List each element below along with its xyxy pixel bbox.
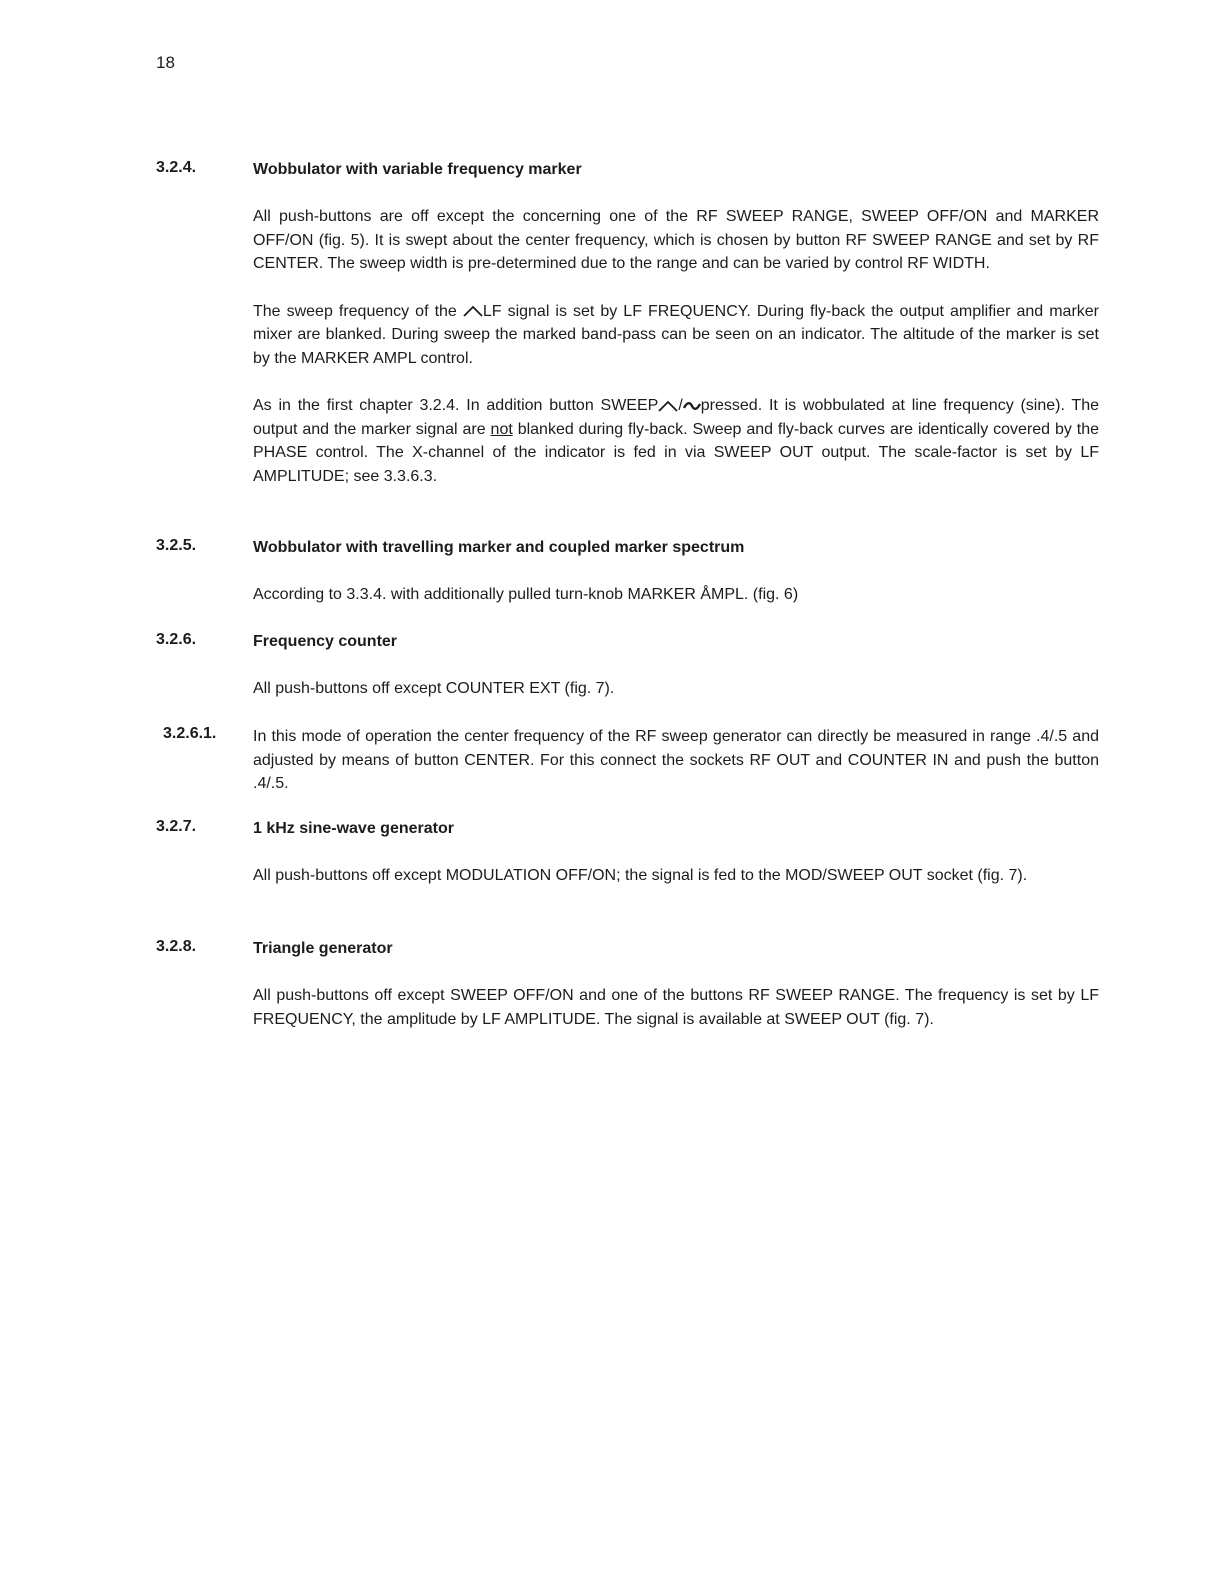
- section-number: 3.2.8.: [156, 938, 197, 955]
- section-title: Wobbulator with travelling marker and coupled marker spectrum: [253, 539, 745, 556]
- section-3-2-7: [156, 818, 1099, 912]
- paragraph: All push-buttons off except COUNTER EXT (fig. 7).: [253, 680, 615, 697]
- section-3-2-5: [156, 537, 1099, 631]
- triangle-wave-icon: [658, 400, 678, 412]
- sine-wave-icon: [683, 401, 701, 411]
- triangle-wave-icon: [463, 305, 483, 317]
- paragraph: According to 3.3.4. with additionally pulled turn-knob MARKER ÅMPL. (fig. 6): [253, 586, 799, 603]
- emphasis-not: not: [490, 420, 513, 438]
- section-3-2-6: [156, 631, 1099, 725]
- section-3-2-4: [156, 159, 1099, 512]
- page-number: 18: [156, 53, 175, 72]
- paragraph: All push-buttons are off except the concerning one of the RF SWEEP RANGE, SWEEP OFF/ON and MARKER OFF/ON (fig. 5). It is swept about the center frequency, which is chosen by button RF SWEEP RANGE and set by RF CENTER. The sweep width is pre-determined due to the range and can be varied by control RF WIDTH.: [253, 208, 1099, 272]
- section-title: Wobbulator with variable frequency marker: [253, 161, 582, 178]
- section-title: Triangle generator: [253, 940, 393, 957]
- paragraph: In this mode of operation the center frequency of the RF sweep generator can directly be measured in range .4/.5 and adjusted by means of button CENTER. For this connect the sockets RF OUT and COUNTER IN and push the button .4/.5.: [253, 728, 1099, 792]
- section-number: 3.2.7.: [156, 818, 197, 835]
- paragraph: All push-buttons off except MODULATION OFF/ON; the signal is fed to the MOD/SWEEP OUT socket (fig. 7).: [253, 867, 1028, 884]
- section-3-2-6-1: [156, 725, 1099, 820]
- paragraph: The sweep frequency of the LF signal is set by LF FREQUENCY. During fly-back the output amplifier and marker mixer are blanked. During sweep the marked band-pass can be seen on an indicator. The altitude of the marker is set by the MARKER AMPL control.: [253, 302, 1100, 367]
- section-title: 1 kHz sine-wave generator: [253, 820, 454, 837]
- section-title: Frequency counter: [253, 633, 398, 650]
- section-3-2-8: [156, 938, 1099, 1055]
- paragraph: All push-buttons off except SWEEP OFF/ON and one of the buttons RF SWEEP RANGE. The frequency is set by LF FREQUENCY, the amplitude by LF AMPLITUDE. The signal is available at SWEEP OUT (fig. 7).: [253, 987, 1099, 1028]
- section-number: 3.2.4.: [156, 159, 197, 176]
- section-number: 3.2.6.: [156, 631, 197, 648]
- paragraph: As in the first chapter 3.2.4. In addition button SWEEP / pressed. It is wobbulated at line frequency (sine). The output and the marker signal are not blanked during fly-back. Sweep and fly-back curves are identically covered by the PHASE control. The X-channel of the indicator is fed in via SWEEP OUT output. The scale-factor is set by LF AMPLITUDE; see 3.3.6.3.: [253, 397, 1100, 485]
- section-number: 3.2.6.1.: [163, 725, 217, 742]
- section-number: 3.2.5.: [156, 537, 197, 554]
